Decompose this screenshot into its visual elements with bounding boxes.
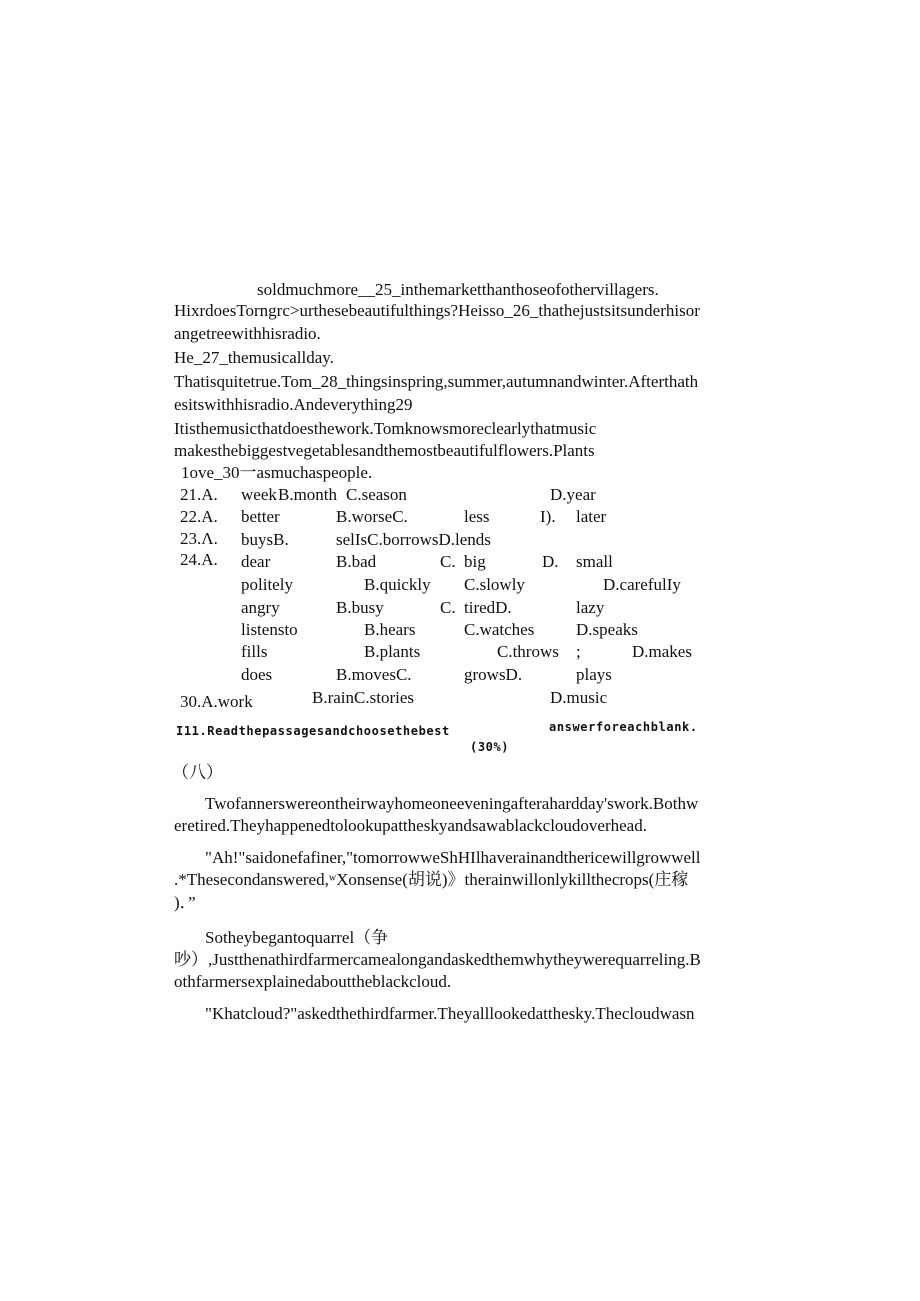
- option-a: buysB.: [241, 530, 289, 549]
- passage2-line: "Khatcloud?"askedthethirdfarmer.Theyalllookedatthesky.Thecloudwasn: [205, 1004, 695, 1023]
- option-b: B.quickly: [364, 575, 431, 594]
- option-a: fills: [241, 642, 268, 661]
- option-c-prefix: C.: [440, 598, 456, 617]
- passage-line: Itisthemusicthatdoesthework.Tomknowsmoreclearlythatmusic: [174, 419, 597, 438]
- passage-line: He_27_themusicallday.: [174, 348, 334, 367]
- option-d: small: [576, 552, 613, 571]
- passage2-line: "Ah!"saidonefafiner,"tomorrowweShHIlhaverainandthericewillgrowwell: [205, 848, 701, 867]
- passage2-line: )．”: [174, 893, 196, 912]
- option-d: D.carefulIy: [603, 575, 681, 594]
- passage2-line: 吵）,Justthenathirdfarmercamealongandaskedthemwhytheywerequarreling.B: [174, 950, 701, 969]
- option-b: B.busy: [336, 598, 384, 617]
- passage-line: angetreewithhisradio.: [174, 324, 321, 343]
- section-heading: I11.Readthepassagesandchoosethebest: [176, 724, 450, 738]
- option-b: B.rainC.stories: [312, 688, 414, 707]
- option-d-prefix: I).: [540, 507, 556, 526]
- passage2-line: eretired.Theyhappenedtolookupattheskyandsawablackcloudoverhead.: [174, 816, 647, 835]
- option-c: C.slowly: [464, 575, 525, 594]
- passage2-line: Twofannerswereontheirwayhomeoneeveningafterahardday'swork.Bothw: [205, 794, 699, 813]
- option-d-prefix: D.: [542, 552, 559, 571]
- option-d: D.speaks: [576, 620, 638, 639]
- option-a: does: [241, 665, 273, 684]
- question-number: 22.A.: [180, 507, 218, 526]
- option-c: C.season: [346, 485, 407, 504]
- option-b: B.hears: [364, 620, 416, 639]
- option-d: lazy: [576, 598, 605, 617]
- option-b: B.bad: [336, 552, 377, 571]
- passage-line: Thatisquitetrue.Tom_28_thingsinspring,summer,autumnandwinter.Afterthath: [174, 372, 699, 391]
- option-d: D.music: [550, 688, 608, 707]
- passage-line: 1ove_30一asmuchaspeople.: [181, 463, 373, 482]
- part-label: （八）: [172, 763, 223, 782]
- passage2-line: Sotheybegantoquarrel（争: [205, 928, 389, 947]
- option-b: B.month: [278, 485, 338, 504]
- question-number: 24.A.: [180, 550, 218, 569]
- question-number: 30.A.work: [180, 692, 253, 711]
- option-a: angry: [241, 598, 280, 617]
- option-a: better: [241, 507, 280, 526]
- passage-line: esitswithhisradio.Andeverything29: [174, 395, 413, 414]
- option-d: later: [576, 507, 607, 526]
- option-a: listensto: [241, 620, 298, 639]
- option-c: growsD.: [464, 665, 523, 684]
- option-a: dear: [241, 552, 271, 571]
- option-c: C.watches: [464, 620, 535, 639]
- option-c-prefix: C.: [440, 552, 456, 571]
- option-c: tiredD.: [464, 598, 512, 617]
- option-d: D.year: [550, 485, 596, 504]
- section-score: (30%): [470, 740, 510, 754]
- option-separator: ;: [576, 642, 581, 661]
- question-number: 21.A.: [180, 485, 218, 504]
- section-heading-continued: answerforeachblank.: [549, 720, 698, 734]
- option-d: D.makes: [632, 642, 692, 661]
- option-d: plays: [576, 665, 612, 684]
- option-a: week: [241, 485, 277, 504]
- passage2-line: .*Thesecondanswered,ʷXonsense(胡说)》therainwillonlykillthecrops(庄稼: [174, 870, 689, 889]
- option-b: selIsC.borrowsD.lends: [336, 530, 491, 549]
- option-a: politely: [241, 575, 293, 594]
- option-c: C.throws: [497, 642, 559, 661]
- option-c: big: [464, 552, 486, 571]
- passage2-line: othfarmersexplainedabouttheblackcloud.: [174, 972, 452, 991]
- option-b: B.movesC.: [336, 665, 412, 684]
- passage-line: makesthebiggestvegetablesandthemostbeautifulflowers.Plants: [174, 441, 595, 460]
- passage-line: soldmuchmore__25_inthemarketthanthoseofothervillagers.: [257, 280, 659, 299]
- passage-line: HixrdoesTorngrc>urthesebeautifulthings?Heisso_26_thathejustsitsunderhisor: [174, 301, 700, 320]
- option-c: less: [464, 507, 490, 526]
- option-b: B.plants: [364, 642, 421, 661]
- question-number: 23.Λ.: [180, 529, 218, 548]
- option-b: B.worseC.: [336, 507, 408, 526]
